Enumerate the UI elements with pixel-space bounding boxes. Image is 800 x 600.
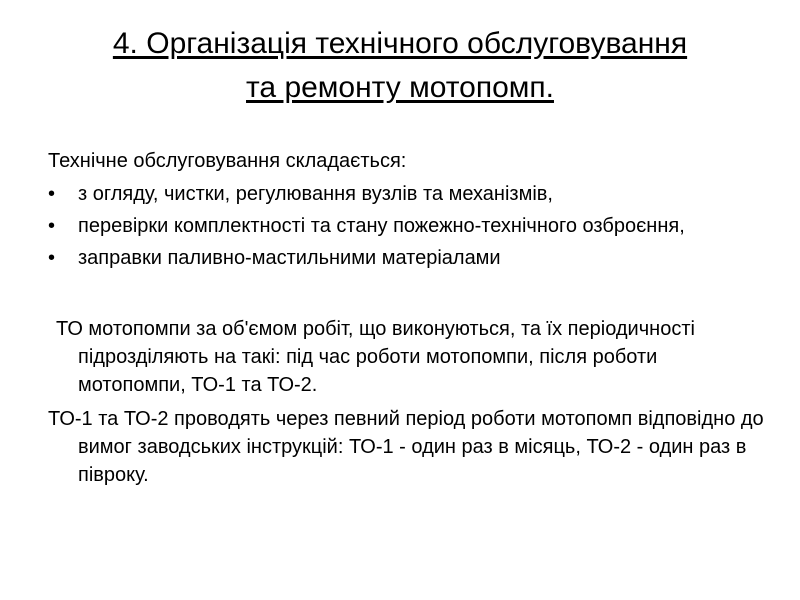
- bullet-icon: •: [48, 183, 56, 205]
- bullet-icon: •: [48, 247, 56, 269]
- bullet-item: [48, 213, 768, 239]
- title-line-1: 4. Організація технічного обслуговування: [112, 27, 688, 60]
- intro-text: Технічне обслуговування складається:: [48, 150, 407, 172]
- slide-body: [48, 147, 768, 489]
- bullet-text: заправки паливно-мастильними матеріалами: [78, 247, 501, 269]
- paragraph-maintenance-schedule: ТО-1 та ТО-2 проводять через певний період роботи мотопомп відповідно до вимог заводських інструкцій: ТО-1 - один раз в місяць, ТО-2 - один раз в півроку.: [48, 408, 764, 486]
- bullet-icon: •: [48, 215, 56, 237]
- bullet-item: [48, 245, 768, 271]
- bullet-list: [48, 181, 768, 271]
- bullet-text: з огляду, чистки, регулювання вузлів та механізмів,: [78, 183, 553, 205]
- paragraph-maintenance-types: ТО мотопомпи за об'ємом робіт, що виконуються, та їх періодичності підрозділяють на такі: під час роботи мотопомпи, після роботи мотопомпи, ТО-1 та ТО-2.: [56, 318, 695, 396]
- bullet-text: перевірки комплектності та стану пожежно-технічного озброєння,: [78, 215, 685, 237]
- title-line-2: та ремонту мотопомп.: [246, 71, 554, 104]
- slide-title: [40, 22, 760, 110]
- bullet-item: [48, 181, 768, 207]
